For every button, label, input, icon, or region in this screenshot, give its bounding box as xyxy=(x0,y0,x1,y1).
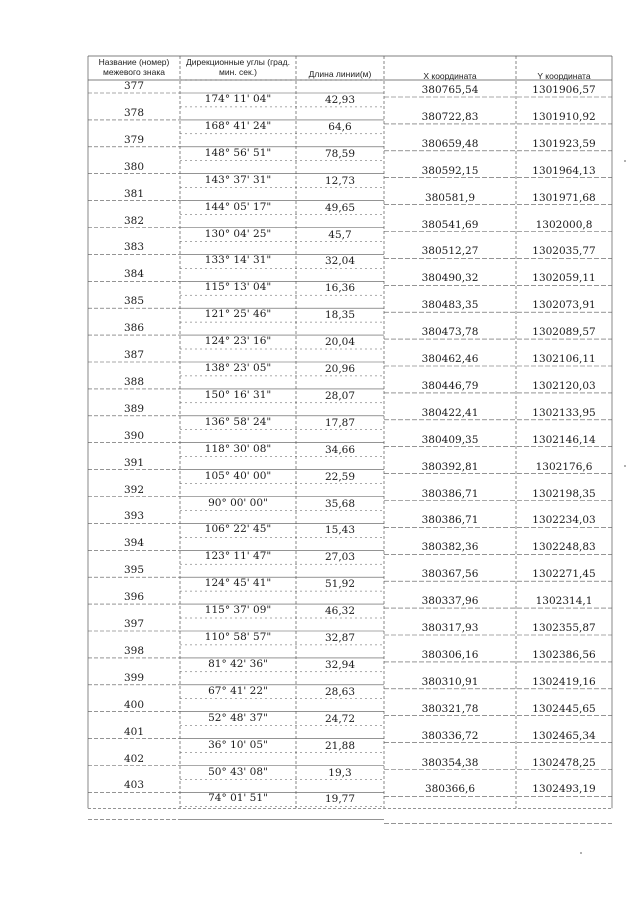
scan-speck xyxy=(624,160,626,162)
cell-y: 1301906,57 xyxy=(532,84,596,96)
cell-name: 386 xyxy=(123,322,145,335)
cell-x: 380310,91 xyxy=(421,675,479,688)
cell-angle: 115° 13' 04" xyxy=(204,281,272,294)
cell-name: 401 xyxy=(123,725,145,738)
cell-length: 45,7 xyxy=(328,228,352,241)
cell-x: 380367,56 xyxy=(421,568,479,581)
cell-angle: 36° 10' 05" xyxy=(208,738,268,751)
cell-x: 380386,71 xyxy=(421,487,479,500)
cell-y: 1302000,8 xyxy=(535,218,593,231)
cell-y: 1302445,65 xyxy=(532,702,596,715)
cell-length: 19,3 xyxy=(328,766,352,779)
cell-angle: 121° 25' 46" xyxy=(204,308,272,321)
header-angle: Дирекционные углы (град. мин. сек.) xyxy=(186,57,290,77)
cell-length: 28,07 xyxy=(324,389,356,402)
cell-y: 1302176,6 xyxy=(535,460,593,473)
cell-angle: 148° 56' 51" xyxy=(204,146,272,159)
cell-x: 380382,36 xyxy=(421,541,479,554)
cell-name: 399 xyxy=(123,671,145,684)
table-row xyxy=(0,161,640,187)
cell-name: 392 xyxy=(123,483,145,496)
cell-y: 1302059,11 xyxy=(532,272,596,285)
table-row xyxy=(0,134,640,160)
cell-length: 49,65 xyxy=(324,201,356,214)
cell-length: 32,87 xyxy=(324,632,356,644)
cell-angle: 67° 41' 22" xyxy=(208,684,268,697)
table-row xyxy=(0,241,640,267)
cell-x: 380765,54 xyxy=(421,84,479,96)
cell-x: 380473,78 xyxy=(421,326,479,339)
cell-y: 1302234,03 xyxy=(532,514,596,527)
cell-length: 19,77 xyxy=(324,793,356,806)
scan-speck xyxy=(580,852,582,854)
cell-name: 381 xyxy=(123,187,145,200)
cell-y: 1301923,59 xyxy=(532,137,596,150)
cell-angle: 90° 00' 00" xyxy=(208,496,268,509)
cell-y: 1302493,19 xyxy=(532,783,596,796)
cell-angle: 168° 41' 24" xyxy=(204,119,272,132)
cell-x: 380422,41 xyxy=(421,406,479,419)
cell-length: 46,32 xyxy=(324,605,356,618)
cell-angle: 74° 01' 51" xyxy=(208,792,268,805)
cell-angle: 105° 40' 00" xyxy=(204,469,272,482)
cell-y: 1302198,35 xyxy=(532,487,596,500)
cell-y: 1302465,34 xyxy=(532,729,596,742)
cell-angle: 174° 11' 04" xyxy=(204,93,272,105)
cell-name: 403 xyxy=(123,779,145,792)
cell-name: 390 xyxy=(123,429,145,442)
cell-length: 78,59 xyxy=(324,147,356,160)
cell-angle: 144° 05' 17" xyxy=(204,200,272,213)
table-row xyxy=(0,618,640,644)
header-x: X координата xyxy=(423,71,477,81)
cell-name: 380 xyxy=(123,160,145,173)
table-row xyxy=(0,322,640,348)
cell-y: 1302478,25 xyxy=(532,756,596,769)
cell-y: 1302133,95 xyxy=(532,406,596,419)
cell-name: 397 xyxy=(123,618,145,630)
cell-x: 380392,81 xyxy=(421,460,479,473)
cell-length: 24,72 xyxy=(324,712,356,725)
cell-angle: 150° 16' 31" xyxy=(204,388,272,401)
cell-length: 17,87 xyxy=(324,416,356,429)
cell-angle: 123° 11' 47" xyxy=(204,550,272,563)
table-row xyxy=(0,215,640,241)
cell-angle: 124° 45' 41" xyxy=(204,577,272,590)
table-row xyxy=(0,510,640,536)
table-row xyxy=(0,484,640,510)
table-row xyxy=(0,726,640,752)
cell-length: 27,03 xyxy=(324,551,356,564)
cell-x: 380581,9 xyxy=(424,191,476,204)
cell-length: 20,96 xyxy=(324,363,356,375)
cell-angle: 136° 58' 24" xyxy=(204,415,272,428)
cell-name: 389 xyxy=(123,402,145,415)
cell-x: 380354,38 xyxy=(421,756,479,769)
cell-length: 32,04 xyxy=(324,255,356,268)
cell-x: 380490,32 xyxy=(421,272,479,285)
cell-x: 380541,69 xyxy=(421,218,479,231)
table-row xyxy=(0,672,640,698)
cell-angle: 50° 43' 08" xyxy=(208,765,268,778)
cell-angle: 138° 23' 05" xyxy=(204,362,272,374)
cell-name: 378 xyxy=(123,106,145,119)
cell-name: 394 xyxy=(123,537,145,550)
cell-y: 1302089,57 xyxy=(532,326,596,339)
cell-name: 383 xyxy=(123,241,145,254)
header-length: Длина линии(м) xyxy=(308,69,372,79)
table-row xyxy=(0,537,640,563)
cell-x: 380306,16 xyxy=(421,648,479,661)
cell-x: 380512,27 xyxy=(421,245,479,258)
cell-length: 12,73 xyxy=(324,174,356,187)
cell-x: 380462,46 xyxy=(421,353,479,365)
cell-angle: 106° 22' 45" xyxy=(204,523,272,536)
table-row xyxy=(0,295,640,321)
cell-x: 380317,93 xyxy=(421,622,479,634)
table-row xyxy=(0,403,640,429)
cell-length: 34,66 xyxy=(324,443,356,456)
cell-length: 15,43 xyxy=(324,524,356,537)
table-row xyxy=(0,591,640,617)
table-row xyxy=(0,753,640,779)
cell-x: 380722,83 xyxy=(421,110,479,123)
cell-length: 21,88 xyxy=(324,739,356,752)
scan-speck xyxy=(624,465,626,467)
cell-angle: 143° 37' 31" xyxy=(204,173,272,186)
cell-name: 379 xyxy=(123,133,145,146)
cell-x: 380321,78 xyxy=(421,702,479,715)
table-row xyxy=(0,376,640,402)
cell-x: 380366,6 xyxy=(424,783,476,796)
cell-x: 380336,72 xyxy=(421,729,479,742)
cell-angle: 115° 37' 09" xyxy=(204,604,272,617)
table-row xyxy=(0,188,640,214)
cell-length: 51,92 xyxy=(324,578,356,591)
cell-y: 1301964,13 xyxy=(532,164,596,177)
cell-name: 398 xyxy=(123,644,145,657)
cell-x: 380483,35 xyxy=(421,299,479,312)
table-row xyxy=(0,564,640,590)
cell-x: 380386,71 xyxy=(421,514,479,527)
cell-name: 385 xyxy=(123,295,145,308)
table-row xyxy=(0,349,640,375)
cell-y: 1302073,91 xyxy=(532,299,596,312)
cell-name: 388 xyxy=(123,375,145,388)
cell-name: 382 xyxy=(123,214,145,227)
cell-x: 380446,79 xyxy=(421,379,479,392)
cell-y: 1302035,77 xyxy=(532,245,596,258)
cell-y: 1302106,11 xyxy=(532,353,596,365)
header-name: Название (номер) межевого знака xyxy=(98,57,170,77)
cell-y: 1302314,1 xyxy=(535,595,593,608)
header-y: Y координата xyxy=(537,71,591,81)
cell-length: 35,68 xyxy=(324,497,356,510)
cell-angle: 52° 48' 37" xyxy=(208,711,268,724)
cell-angle: 124° 23' 16" xyxy=(204,335,272,348)
cell-x: 380337,96 xyxy=(421,595,479,608)
cell-name: 396 xyxy=(123,591,145,604)
table-row xyxy=(0,80,640,106)
cell-name: 387 xyxy=(123,349,145,361)
cell-y: 1302248,83 xyxy=(532,541,596,554)
cell-name: 384 xyxy=(123,268,145,281)
cell-length: 28,63 xyxy=(324,685,356,698)
table-row xyxy=(0,699,640,725)
cell-length: 32,94 xyxy=(324,658,356,671)
cell-length: 16,36 xyxy=(324,282,356,295)
cell-name: 400 xyxy=(123,698,145,711)
cell-length: 64,6 xyxy=(328,120,352,133)
table-row xyxy=(0,457,640,483)
cell-y: 1302386,56 xyxy=(532,648,596,661)
table-row xyxy=(0,107,640,133)
cell-name: 377 xyxy=(123,80,145,92)
cell-name: 391 xyxy=(123,456,145,469)
cell-y: 1302355,87 xyxy=(532,622,596,634)
cell-x: 380592,15 xyxy=(421,164,479,177)
cell-x: 380659,48 xyxy=(421,137,479,150)
cell-y: 1302146,14 xyxy=(532,433,596,446)
cell-angle: 133° 14' 31" xyxy=(204,254,272,267)
cell-length: 22,59 xyxy=(324,470,356,483)
cell-length: 18,35 xyxy=(324,309,356,322)
cell-y: 1302419,16 xyxy=(532,675,596,688)
cell-x: 380409,35 xyxy=(421,433,479,446)
cell-angle: 118° 30' 08" xyxy=(204,442,272,455)
cell-y: 1302271,45 xyxy=(532,568,596,581)
cell-name: 393 xyxy=(123,510,145,523)
table-row xyxy=(0,779,640,805)
cell-name: 402 xyxy=(123,752,145,765)
cell-length: 20,04 xyxy=(324,336,356,349)
cell-length: 42,93 xyxy=(324,94,356,106)
table-row xyxy=(0,268,640,294)
cell-y: 1301910,92 xyxy=(532,110,596,123)
table-row xyxy=(0,645,640,671)
table-row xyxy=(0,430,640,456)
cell-angle: 110° 58' 57" xyxy=(204,631,272,643)
cell-y: 1301971,68 xyxy=(532,191,596,204)
cell-y: 1302120,03 xyxy=(532,379,596,392)
cell-angle: 81° 42' 36" xyxy=(208,657,268,670)
cell-name: 395 xyxy=(123,564,145,577)
cell-angle: 130° 04' 25" xyxy=(204,227,272,240)
